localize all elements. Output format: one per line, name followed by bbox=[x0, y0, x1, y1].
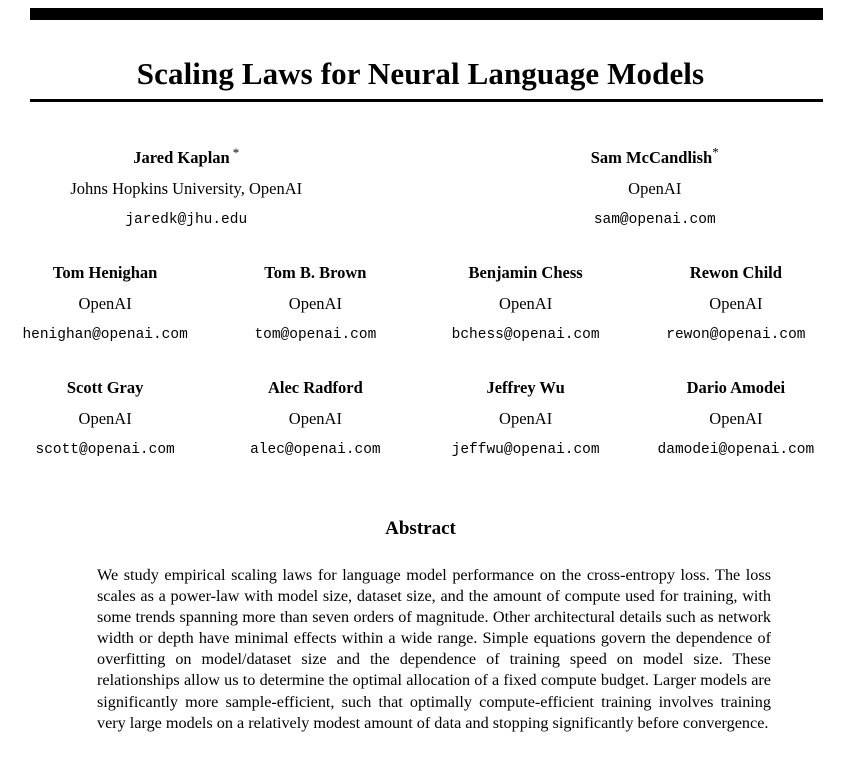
author-name: Benjamin Chess bbox=[468, 263, 583, 282]
author-affiliation: OpenAI bbox=[288, 293, 342, 313]
author-name-text: Jared Kaplan bbox=[133, 148, 230, 167]
author-email[interactable]: sam@openai.com bbox=[593, 212, 716, 228]
top-horizontal-rule bbox=[30, 8, 823, 20]
author-block-row-3 bbox=[0, 380, 841, 458]
author-entry bbox=[0, 380, 210, 458]
author-entry bbox=[421, 144, 841, 228]
author-name bbox=[469, 144, 841, 167]
author-email[interactable]: bchess@openai.com bbox=[451, 327, 600, 343]
author-entry bbox=[210, 380, 420, 458]
author-affiliation: Johns Hopkins University, OpenAI bbox=[70, 178, 303, 198]
author-block-row-2 bbox=[0, 265, 841, 343]
author-affiliation: OpenAI bbox=[78, 293, 132, 313]
author-email[interactable]: tom@openai.com bbox=[254, 327, 377, 343]
author-name: Jeffrey Wu bbox=[486, 378, 565, 397]
author-affiliation: OpenAI bbox=[78, 408, 132, 428]
author-name: Tom B. Brown bbox=[264, 263, 367, 282]
author-footnote-marker: * bbox=[712, 144, 719, 160]
author-affiliation: OpenAI bbox=[288, 408, 342, 428]
author-affiliation: OpenAI bbox=[709, 293, 763, 313]
author-email[interactable]: jeffwu@openai.com bbox=[451, 442, 600, 458]
author-entry bbox=[631, 380, 841, 458]
author-name: Alec Radford bbox=[267, 378, 363, 397]
author-email[interactable]: rewon@openai.com bbox=[666, 327, 806, 343]
author-entry bbox=[210, 265, 420, 343]
author-affiliation: OpenAI bbox=[499, 408, 553, 428]
author-email[interactable]: henighan@openai.com bbox=[22, 327, 188, 343]
author-name-text: Sam McCandlish bbox=[590, 148, 713, 167]
abstract-body: We study empirical scaling laws for language model performance on the cross-entropy loss. The loss scales as a power-law with model size, dataset size, and the amount of compute used for training, with some trends spanning more than seven orders of magnitude. Other architectural details such as network width or depth have minimal effects within a wide range. Simple equations govern the dependence of overfitting on model/dataset size and the dependence of training speed on model size. These relationships allow us to determine the optimal allocation of a fixed compute budget. Larger models are significantly more sample-efficient, such that optimally compute-efficient training involves training very large models on a relatively modest amount of data and stopping significantly before convergence. bbox=[97, 566, 771, 732]
author-name: Rewon Child bbox=[689, 263, 782, 282]
author-entry bbox=[0, 265, 210, 343]
author-email[interactable]: alec@openai.com bbox=[250, 442, 381, 458]
author-footnote-marker: * bbox=[232, 144, 240, 160]
author-email[interactable]: scott@openai.com bbox=[35, 442, 175, 458]
author-name bbox=[0, 144, 373, 167]
author-block-row-1 bbox=[0, 144, 841, 228]
author-email[interactable]: damodei@openai.com bbox=[657, 442, 815, 458]
author-name: Dario Amodei bbox=[686, 378, 786, 397]
title-horizontal-rule bbox=[30, 99, 823, 102]
author-entry bbox=[0, 144, 421, 228]
author-entry bbox=[421, 380, 631, 458]
author-email[interactable]: jaredk@jhu.edu bbox=[125, 212, 248, 228]
abstract-heading: Abstract bbox=[385, 518, 456, 539]
page-title: Scaling Laws for Neural Language Models bbox=[136, 55, 705, 91]
author-entry bbox=[631, 265, 841, 343]
author-name: Scott Gray bbox=[66, 378, 144, 397]
author-entry bbox=[421, 265, 631, 343]
author-affiliation: OpenAI bbox=[709, 408, 763, 428]
author-name: Tom Henighan bbox=[52, 263, 158, 282]
author-affiliation: OpenAI bbox=[628, 178, 682, 198]
author-affiliation: OpenAI bbox=[499, 293, 553, 313]
